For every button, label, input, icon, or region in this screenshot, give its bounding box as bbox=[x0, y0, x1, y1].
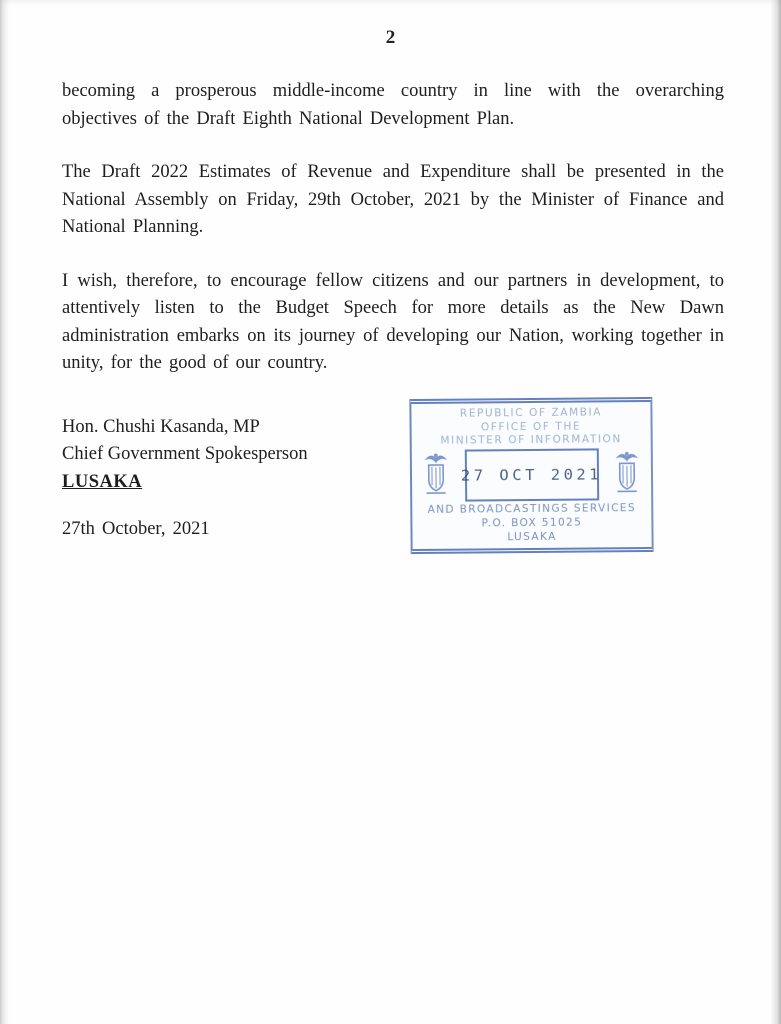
stamp-line-pobox: P.O. BOX 51025 bbox=[481, 516, 583, 529]
stamp-line-republic: REPUBLIC OF ZAMBIA bbox=[459, 406, 603, 420]
letter-date: 27th October, 2021 bbox=[62, 519, 210, 539]
signatory-city: LUSAKA bbox=[62, 471, 143, 492]
stamp-line-lusaka: LUSAKA bbox=[507, 530, 557, 543]
stamp-line-services: AND BROADCASTINGS SERVICES bbox=[427, 501, 636, 516]
stamp-header bbox=[417, 406, 644, 448]
paragraph: The Draft 2022 Estimates of Revenue and Expenditure shall be presented in the National Assembly on Friday, 29th October, 2021 by the Minister of Finance and National Planning. bbox=[62, 162, 724, 237]
coat-of-arms-icon bbox=[611, 447, 643, 501]
stamp-middle-row bbox=[418, 447, 645, 503]
stamp-date: 27 OCT 2021 bbox=[460, 464, 603, 485]
signatory-title: Chief Government Spokesperson bbox=[62, 444, 308, 464]
paragraph: becoming a prosperous middle-income country in line with the overarching objectives of the Draft Eighth National Development Plan. bbox=[62, 81, 724, 129]
official-stamp bbox=[409, 397, 653, 554]
stamp-date-box bbox=[460, 448, 603, 501]
stamp-line-office: OFFICE OF THE bbox=[480, 420, 582, 433]
stamp-footer bbox=[418, 501, 645, 545]
stamp-line-minister: MINISTER OF INFORMATION bbox=[440, 433, 622, 447]
page-number: 2 bbox=[385, 27, 396, 48]
signatory-name: Hon. Chushi Kasanda, MP bbox=[62, 416, 260, 437]
coat-of-arms-icon bbox=[420, 448, 452, 502]
paragraph: I wish, therefore, to encourage fellow citizens and our partners in development, to attentively listen to the Budget Speech for more details as the New Dawn administration embarks on its journey of developing our Nation, working together in unity, for the good of our country. bbox=[62, 270, 724, 373]
